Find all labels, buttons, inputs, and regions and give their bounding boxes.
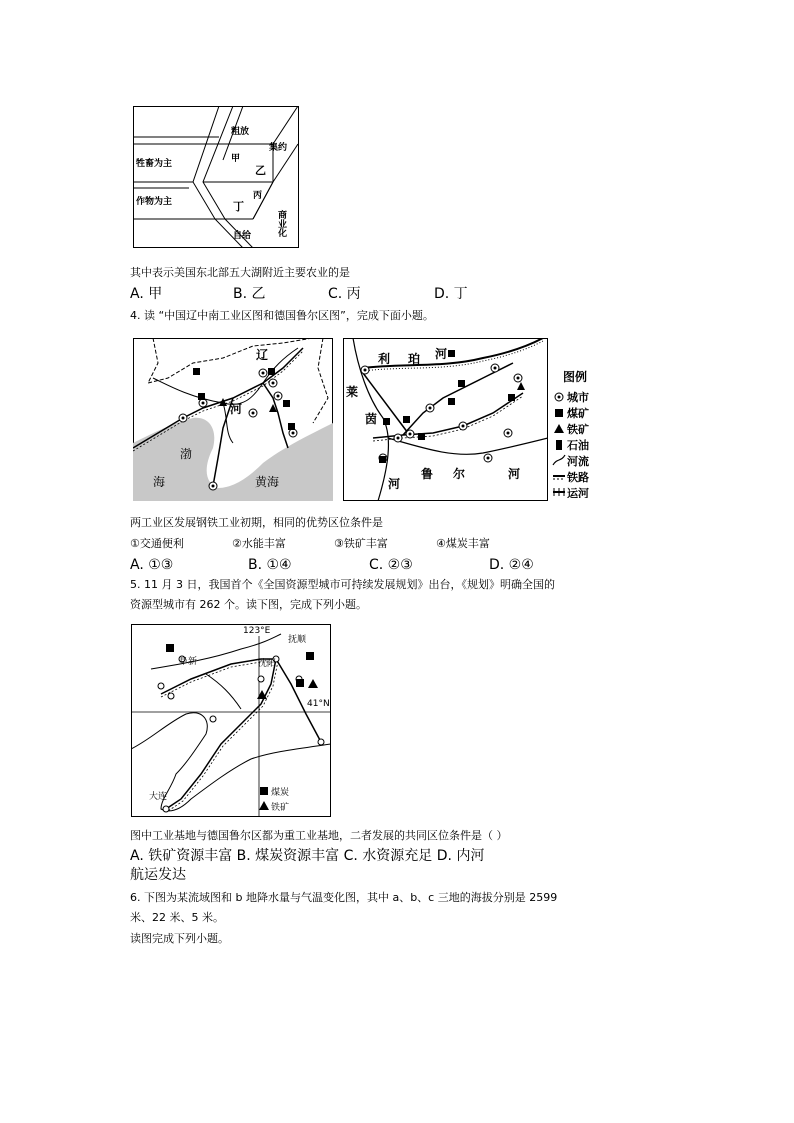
- label-er: 尔: [453, 467, 466, 481]
- legend-svg: [551, 370, 603, 498]
- q3-option-a[interactable]: A. 甲: [130, 286, 163, 302]
- legend-canal: 运河: [567, 487, 589, 498]
- q5-options-line1[interactable]: A. 铁矿资源丰富 B. 煤炭资源丰富 C. 水资源充足 D. 内河: [130, 848, 485, 864]
- q5-intro-line1: 5. 11 月 3 日，我国首个《全国资源型城市可持续发展规划》出台，《规划》明确全国的: [130, 578, 555, 591]
- q3-stem: 其中表示美国东北部五大湖附近主要农业的是: [130, 266, 350, 279]
- label-he-left: 河: [230, 402, 243, 416]
- label-ding: 丁: [233, 200, 244, 213]
- q5-options-line2[interactable]: 航运发达: [130, 867, 186, 883]
- label-coarse: 粗放: [231, 127, 250, 137]
- agriculture-type-diagram: [133, 106, 299, 248]
- label-jia: 甲: [231, 154, 241, 164]
- q4-choice-4: ④煤炭丰富: [436, 537, 490, 550]
- legend-iron: 铁矿: [567, 423, 589, 436]
- q5-intro-line2: 资源型城市有 262 个。读下图，完成下列小题。: [130, 598, 367, 611]
- label-li: 利: [378, 352, 391, 366]
- q4-choice-2: ②水能丰富: [232, 537, 286, 550]
- label-yi: 乙: [255, 164, 266, 177]
- label-he-ruhr: 河: [508, 467, 521, 481]
- legend-city: 城市: [567, 391, 589, 404]
- label-41n: 41°N: [307, 699, 330, 709]
- legend-coal: 煤矿: [567, 407, 589, 420]
- label-fushun: 抚顺: [288, 635, 307, 645]
- q4-stem: 两工业区发展钢铁工业初期，相同的优势区位条件是: [130, 516, 383, 529]
- label-123e: 123°E: [243, 626, 271, 636]
- liaozhongnan-map: [133, 338, 333, 501]
- label-he-rhine: 河: [388, 477, 401, 491]
- label-he-top: 河: [435, 347, 448, 361]
- label-lai: 莱: [346, 385, 359, 399]
- agriculture-diagram-svg: [133, 106, 299, 248]
- label-yin: 茵: [365, 412, 378, 426]
- q4-option-a[interactable]: A. ①③: [130, 557, 174, 573]
- legend-oil: 石油: [567, 439, 589, 452]
- label-fuxin: 阜新: [179, 657, 198, 667]
- q3-option-d[interactable]: D. 丁: [434, 286, 468, 302]
- q4-option-d[interactable]: D. ②④: [489, 557, 534, 573]
- label-intensive: 集约: [269, 143, 288, 153]
- q4-option-b[interactable]: B. ①④: [248, 557, 292, 573]
- label-liao: 辽: [256, 348, 269, 362]
- liaoning-map-svg: [131, 624, 331, 817]
- label-commercial: 商业化: [276, 210, 286, 237]
- q6-line3: 读图完成下列小题。: [130, 932, 229, 945]
- liaoning-resource-map: [131, 624, 331, 817]
- label-lu: 鲁: [421, 467, 434, 481]
- label-huanghai: 黄海: [255, 475, 280, 489]
- label-po: 珀: [408, 352, 421, 366]
- legend-river: 河流: [567, 455, 589, 468]
- map-legend: [551, 370, 603, 498]
- legend-railway: 铁路: [567, 471, 589, 484]
- label-hai: 海: [153, 475, 166, 489]
- ruhr-map-svg: [343, 338, 548, 501]
- q4-intro: 4. 读 “中国辽中南工业区图和德国鲁尔区图”，完成下面小题。: [130, 309, 434, 322]
- q5-stem: 图中工业基地与德国鲁尔区都为重工业基地，二者发展的共同区位条件是（ ）: [130, 829, 508, 842]
- q4-option-c[interactable]: C. ②③: [369, 557, 413, 573]
- ruhr-map: [343, 338, 548, 501]
- q6-line2: 米、22 米、5 米。: [130, 911, 224, 924]
- map-legend-coal: 煤炭: [271, 788, 290, 798]
- label-shenyang: 沈阳: [258, 659, 277, 669]
- legend-title: 图例: [563, 370, 588, 384]
- q4-choice-1: ①交通便利: [130, 537, 184, 550]
- label-bing: 丙: [253, 191, 263, 201]
- label-subsistence: 自给: [233, 231, 252, 241]
- label-bo: 渤: [180, 447, 193, 461]
- label-livestock: 牲畜为主: [136, 159, 173, 169]
- map-legend-iron: 铁矿: [271, 803, 290, 813]
- liaozhongnan-map-svg: [133, 338, 333, 501]
- q6-line1: 6. 下图为某流域图和 b 地降水量与气温变化图，其中 a、b、c 三地的海拔分别是 2599: [130, 891, 558, 904]
- label-dalian: 大连: [149, 792, 168, 802]
- label-crops: 作物为主: [136, 197, 173, 207]
- q4-choice-3: ③铁矿丰富: [334, 537, 388, 550]
- q3-option-c[interactable]: C. 丙: [328, 286, 361, 302]
- q3-option-b[interactable]: B. 乙: [233, 286, 266, 302]
